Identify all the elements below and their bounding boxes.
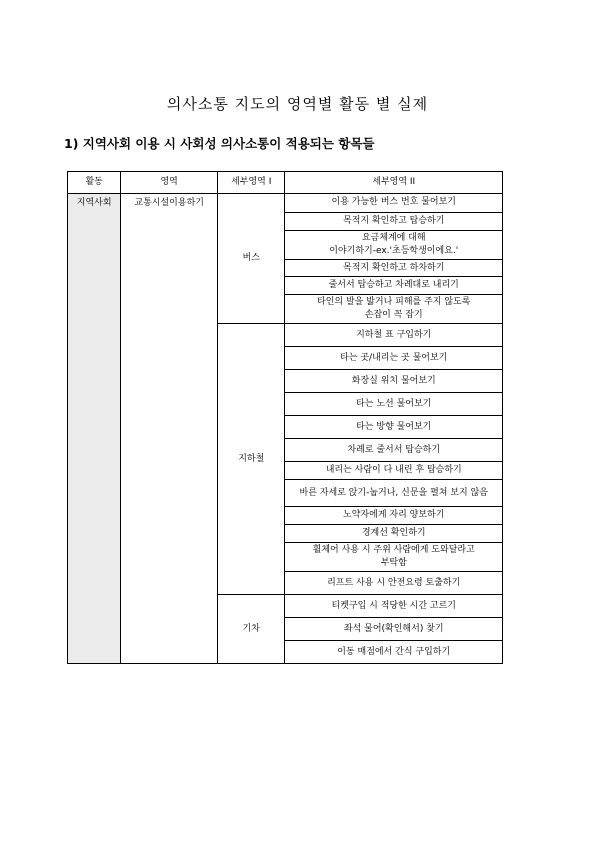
page-title: 의사소통 지도의 영역별 활동 별 실제 xyxy=(166,95,429,113)
subarea-1-cell: 지하철 xyxy=(218,324,285,595)
header-subarea-1: 세부영역 I xyxy=(218,172,285,194)
subarea-2-cell: 바른 자세로 앉기-눕거나, 신문을 펼쳐 보지 않음 xyxy=(285,480,503,507)
subarea-2-cell: 휠체어 사용 시 주위 사람에게 도와달라고 부탁함 xyxy=(285,543,503,572)
section-heading: 1) 지역사회 이용 시 사회성 의사소통이 적용되는 항목들 xyxy=(64,136,375,151)
subarea-2-cell: 줄서서 탑승하고 차례대로 내리기 xyxy=(285,277,503,295)
subarea-2-cell: 화장실 위치 물어보기 xyxy=(285,370,503,393)
subarea-1-cell: 기차 xyxy=(218,595,285,664)
header-activity: 활동 xyxy=(68,172,121,194)
subarea-2-cell: 지하철 표 구입하기 xyxy=(285,324,503,347)
subarea-2-cell: 티켓구입 시 적당한 시간 고르기 xyxy=(285,595,503,618)
area-cell: 교통시설이용하기 xyxy=(121,194,218,664)
table-header-row xyxy=(68,172,503,194)
subarea-2-cell: 리프트 사용 시 안전요령 토출하기 xyxy=(285,572,503,595)
subarea-2-cell: 이동 매점에서 간식 구입하기 xyxy=(285,641,503,664)
subarea-2-cell: 이용 가능한 버스 번호 물어보기 xyxy=(285,194,503,213)
activity-table xyxy=(67,171,503,664)
subarea-2-cell: 요금체계에 대해 이야기하기-ex.'초등학생이에요.' xyxy=(285,231,503,260)
subarea-1-cell: 버스 xyxy=(218,194,285,324)
header-subarea-2: 세부영역 II xyxy=(285,172,503,194)
subarea-2-cell: 내리는 사람이 다 내린 후 탑승하기 xyxy=(285,462,503,480)
subarea-2-cell: 목적지 확인하고 하차하기 xyxy=(285,260,503,277)
subarea-2-cell: 노약자에게 자리 양보하기 xyxy=(285,507,503,525)
subarea-2-cell: 타는 노선 물어보기 xyxy=(285,393,503,416)
subarea-2-cell: 목적지 확인하고 탑승하기 xyxy=(285,213,503,231)
subarea-2-cell: 좌석 물어(확인해서) 찾기 xyxy=(285,618,503,641)
subarea-2-cell: 차례로 줄서서 탑승하기 xyxy=(285,439,503,462)
header-area: 영역 xyxy=(121,172,218,194)
activity-cell: 지역사회 xyxy=(68,194,121,664)
subarea-2-cell: 타인의 발을 밟거나 피해를 주지 않도록 손잡이 꼭 잡기 xyxy=(285,295,503,324)
subarea-2-cell: 타는 방향 물어보기 xyxy=(285,416,503,439)
subarea-2-cell: 타는 곳/내리는 곳 물어보기 xyxy=(285,347,503,370)
subarea-2-cell: 경계선 확인하기 xyxy=(285,525,503,543)
table-row xyxy=(68,194,503,213)
